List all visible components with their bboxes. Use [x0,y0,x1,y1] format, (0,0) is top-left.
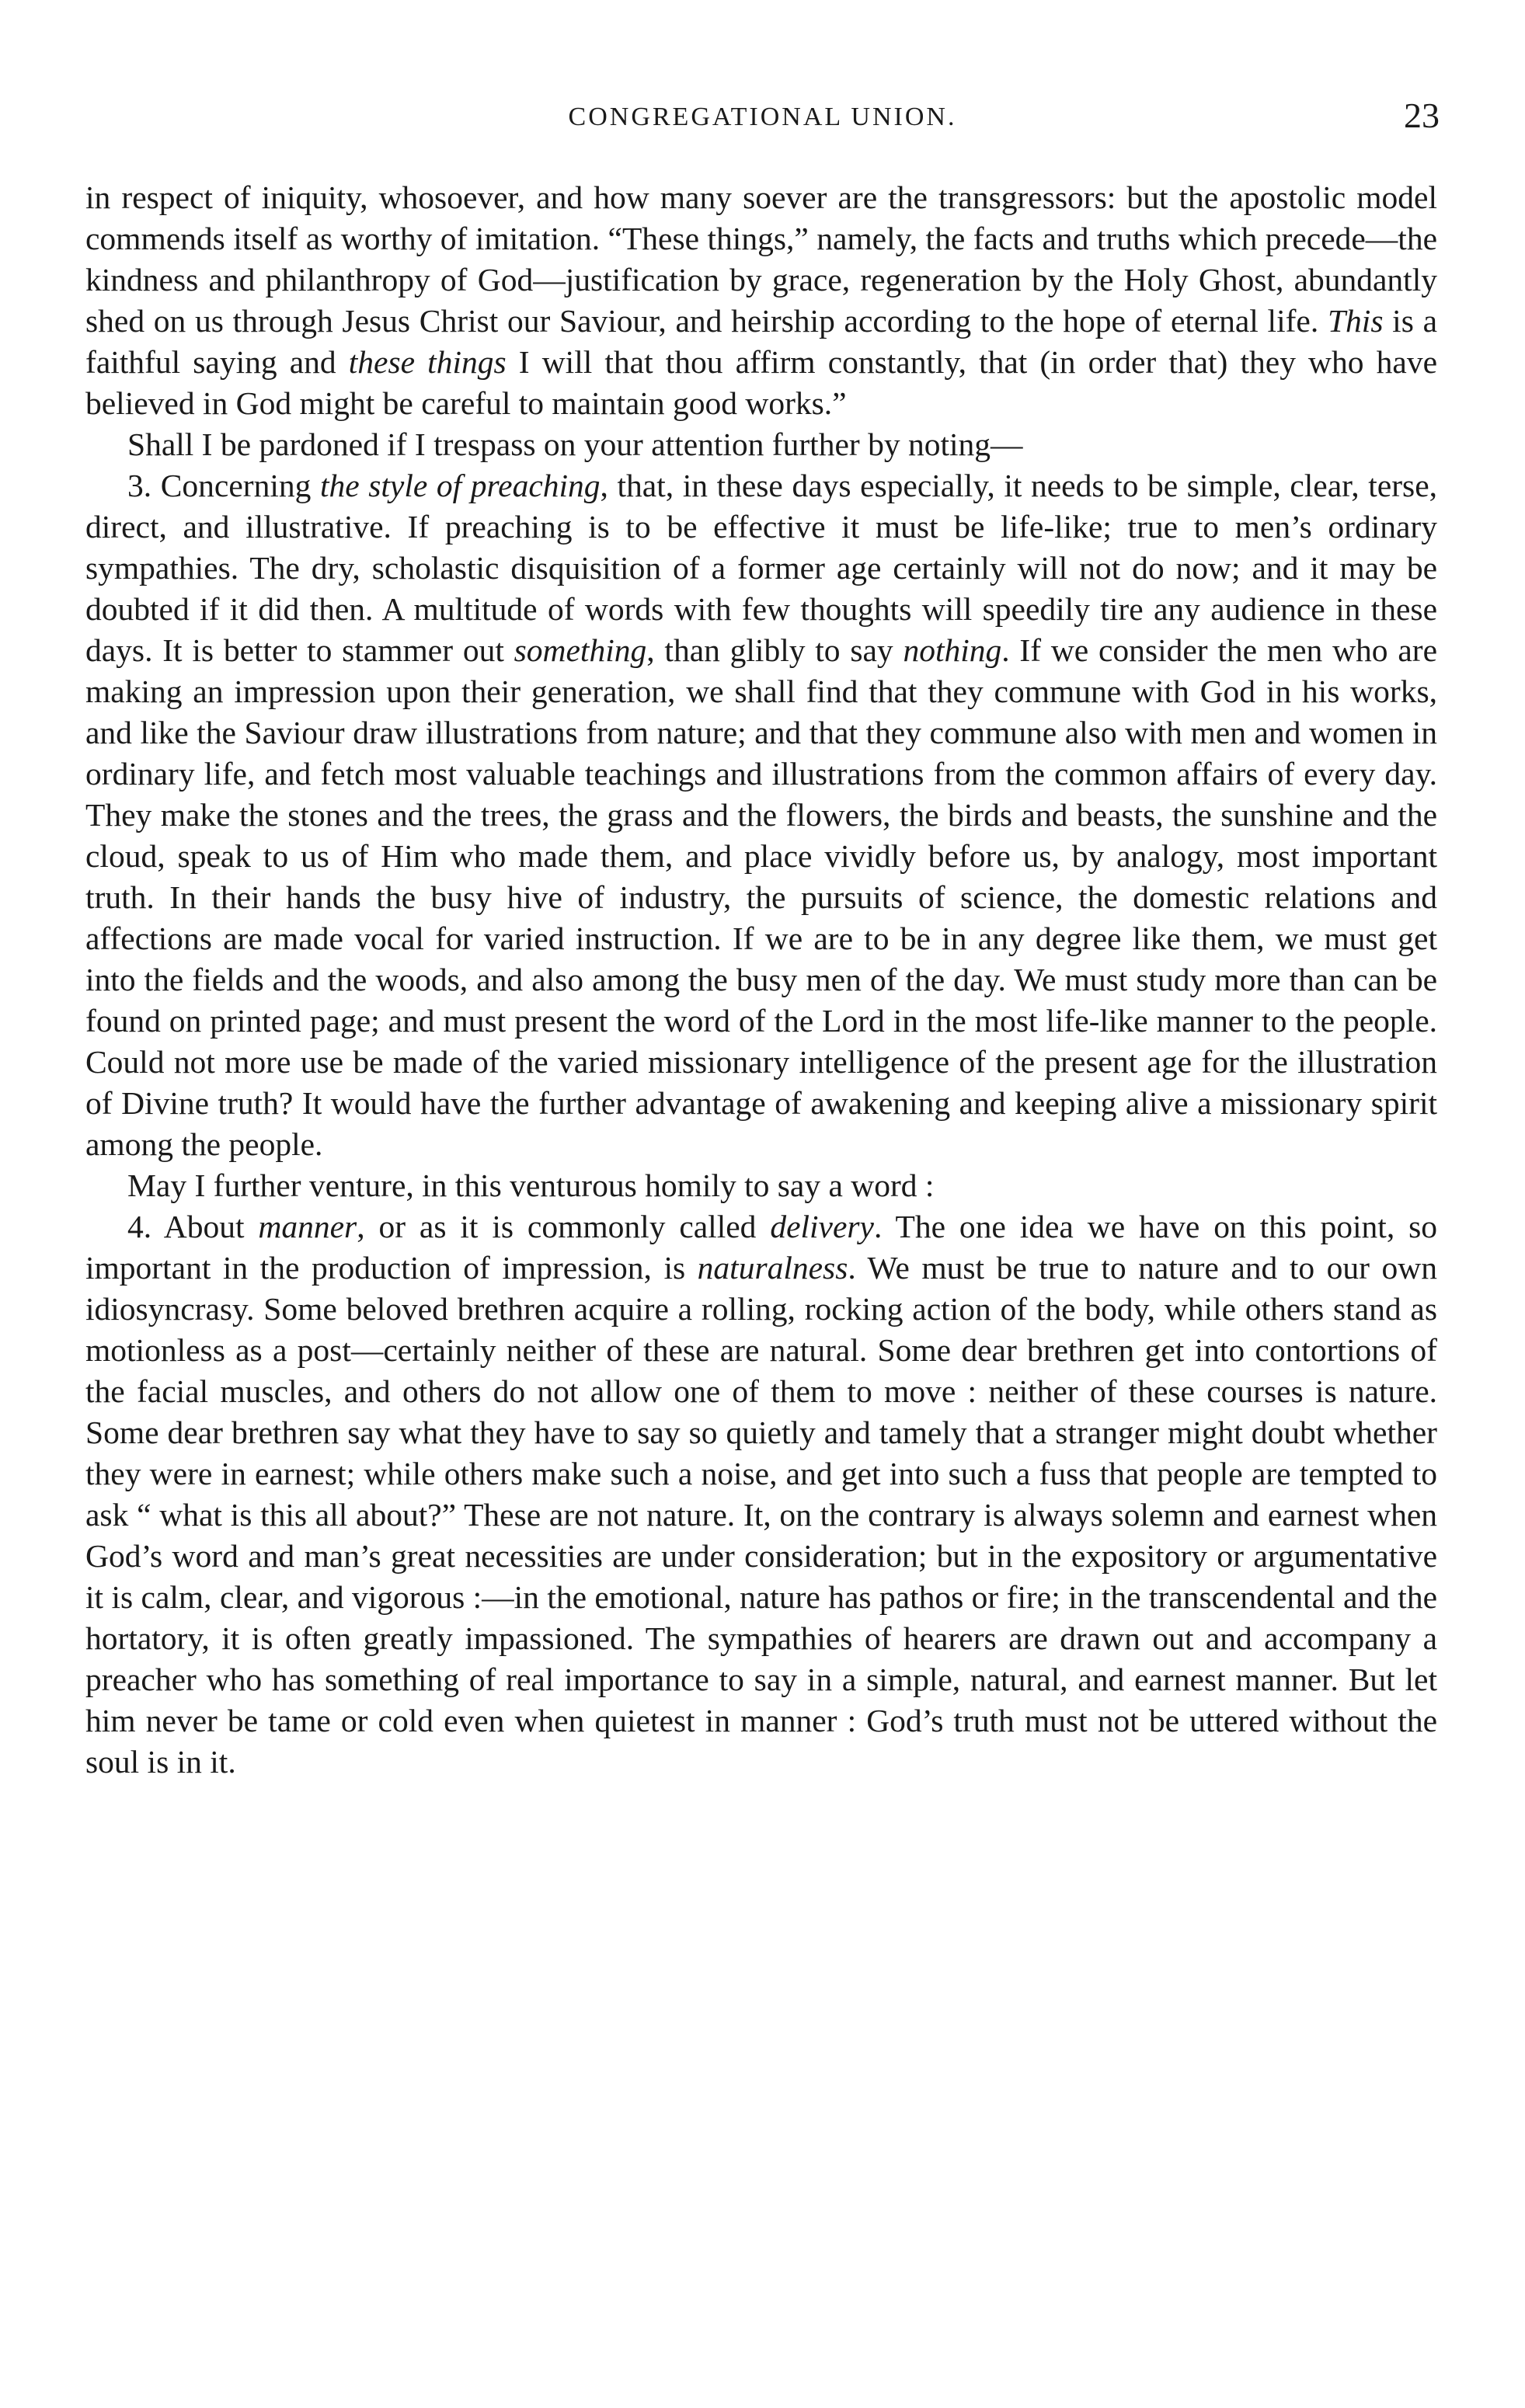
text-run: Shall I be pardoned if I trespass on your attention further by noting— [127,426,1023,462]
text-run: I will that thou affirm constantly, that (in order that) they who have believed in God might be careful to maintain good works.” [85,344,1437,421]
italic-text: the style of preaching [319,468,601,503]
body-text [85,177,1437,1783]
text-run: , than glibly to say [646,632,904,668]
italic-text: manner [258,1209,357,1244]
text-run: May I further venture, in this venturous homily to say a word : [127,1167,935,1203]
italic-text: nothing [903,632,1002,668]
paragraph [85,424,1437,465]
paragraph [85,465,1437,1165]
italic-text: something [514,632,647,668]
page-number: 23 [1404,96,1440,135]
page-header [0,95,1525,141]
italic-text: This [1327,303,1384,339]
text-run: 4. About [127,1209,259,1244]
running-head: CONGREGATIONAL UNION. [568,103,957,131]
text-run: . We must be true to nature and to our own idiosyncrasy. Some beloved brethren acquire a rolling, rocking action of the body, while others stand as motionless as a post—certainly neither of these are natural. Some dear brethren get into contortions of the facial muscles, and others do not allow one of them to move : neither of these courses is nature. Some dear brethren say what they have to say so quietly and tamely that a stranger might doubt whether they were in earnest; while others make such a noise, and get into such a fuss that people are tempted to ask “ what is this all about?” These are not nature. It, on the contrary is always solemn and earnest when God’s word and man’s great necessities are under consideration; but in the expository or argumentative it is calm, clear, and vigorous :—in the emotional, nature has pathos or fire; in the transcendental and the hortatory, it is often greatly impassioned. The sympathies of hearers are drawn out and accompany a preacher who has something of real importance to say in a simple, natural, and earnest manner. But let him never be tame or cold even when quietest in manner : God’s truth must not be uttered without the soul is in it. [85,1250,1437,1780]
italic-text: delivery [770,1209,874,1244]
paragraph [85,177,1437,424]
text-run: , that, in these days especially, it needs to be simple, clear, terse, direct, and illustrative. If preaching is to be effective it must be life-like; true to men’s ordinary sympathies. The dry, scholastic disquisition of a former age certainly will not do now; and it may be doubted if it did then. A multitude of words with few thoughts will speedily tire any audience in these days. It is better to stammer out [85,468,1437,668]
text-run: . The one idea we have on this point, so important in the production of impression, is [85,1209,1437,1286]
paragraph [85,1165,1437,1206]
italic-text: these things [348,344,507,380]
text-run: 3. Concerning [127,468,320,503]
text-run: in respect of iniquity, whosoever, and how many soever are the transgressors: but the apostolic model commends itself as worthy of imitation. “These things,” namely, the facts and truths which precede—the kindness and philanthropy of God—justification by grace, regeneration by the Holy Ghost, abundantly shed on us through Jesus Christ our Saviour, and heirship according to the hope of eternal life. [85,179,1437,339]
paragraph [85,1206,1437,1783]
text-run: is a faithful saying and [85,303,1437,380]
text-run: . If we consider the men who are making an impression upon their generation, we shall find that they commune with God in his works, and like the Saviour draw illustrations from nature; and that they commune also with men and women in ordinary life, and fetch most valuable teachings and illustrations from the common affairs of every day. They make the stones and the trees, the grass and the flowers, the birds and beasts, the sunshine and the cloud, speak to us of Him who made them, and place vividly before us, by analogy, most important truth. In their hands the busy hive of industry, the pursuits of science, the domestic relations and affections are made vocal for varied instruction. If we are to be in any degree like them, we must get into the fields and the woods, and also among the busy men of the day. We must study more than can be found on printed page; and must present the word of the Lord in the most life-like manner to the people. Could not more use be made of the varied missionary intelligence of the present age for the illustration of Divine truth? It would have the further advantage of awakening and keeping alive a missionary spirit among the people. [85,632,1438,1162]
italic-text: naturalness [697,1250,848,1286]
text-run: , or as it is commonly called [357,1209,771,1244]
